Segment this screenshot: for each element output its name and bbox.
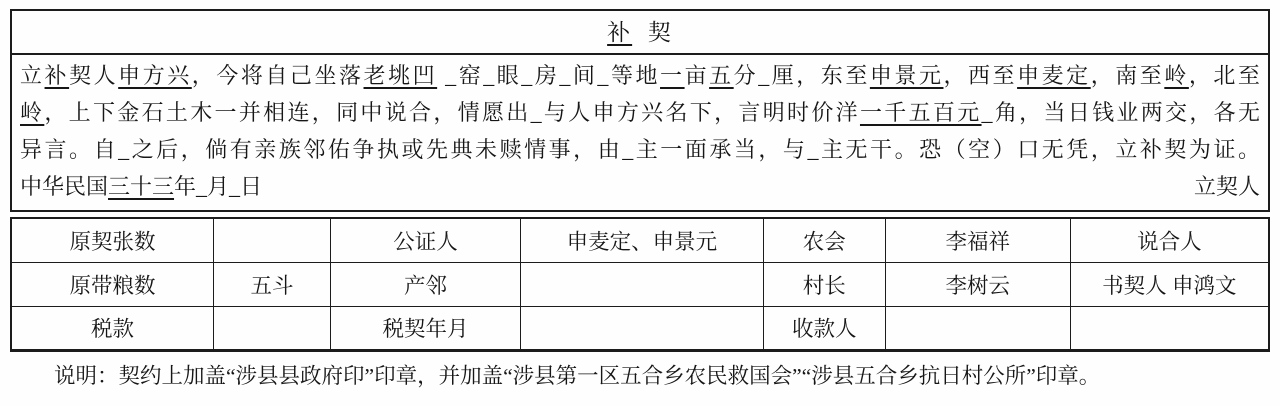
filled-blank-text: 申麦定 [1017,63,1091,88]
text-run: ，北至 [1188,63,1260,88]
filled-blank-text: 补 [607,20,633,45]
table-cell: 农会 [763,218,885,262]
table-cell: 申麦定、申景元 [520,218,763,262]
table-cell: 原带粮数 [11,262,214,306]
table-cell: 原契张数 [11,218,214,262]
table-cell: 收款人 [763,306,885,350]
deed-date-line [20,168,1260,205]
table-cell: 税契年月 [331,306,521,350]
table-cell: 李福祥 [885,218,1070,262]
deed-info-table [10,217,1270,352]
table-cell: 产邻 [331,262,521,306]
text-run: 契人 [69,63,119,88]
table-row-1 [11,218,1269,262]
filled-blank-text: 岭 [20,100,45,125]
deed-title [12,11,1268,55]
deed-line-2 [20,94,1260,131]
deed-box [10,9,1270,212]
table-cell-empty [214,218,331,262]
deed-body-text [12,55,1268,210]
table-cell: 公证人 [331,218,521,262]
filled-blank-text: 三十三 [108,174,175,199]
deed-line-1 [20,57,1260,94]
filled-blank-text: 一千五百元 [859,100,982,125]
table-cell-empty [520,262,763,306]
text-run: 年_月_日 [174,174,263,199]
deed-date [20,168,262,205]
table-cell: 税款 [11,306,214,350]
text-run: ，上下金石土木一并相连，同中说合，情愿出_与人申方兴名下，言明时价洋 [44,100,860,125]
table-row-3 [11,306,1269,350]
text-run: 立 [20,63,45,88]
text-run: ，今将自己坐落 [191,63,364,88]
table-cell: 村长 [763,262,885,306]
table-row-2 [11,262,1269,306]
text-run: 契 [640,20,673,45]
table-cell: 说合人 [1070,218,1269,262]
table-cell-empty [214,306,331,350]
text-run: 中华民国 [20,174,109,199]
text-run: _窑_眼_房_间_等地 [437,63,661,88]
deed-line-3 [20,131,1260,168]
table-cell: 五斗 [214,262,331,306]
filled-blank-text: 申方兴 [118,63,192,88]
filled-blank-text: 补 [44,63,70,88]
table-cell: 书契人 申鸿文 [1070,262,1269,306]
text-run: _角，当日钱业两交，各无 [981,100,1260,125]
text-run: 亩 [684,63,710,88]
text-run: 异言。自_之后，倘有亲族邻佑争执或先典未赎情事，由_主一面承当，与_主无干。恐（空）口无凭，立补契为证。 [20,137,1260,162]
table-cell: 李树云 [885,262,1070,306]
table-cell-empty [520,306,763,350]
filled-blank-text: 五 [709,63,734,88]
text-run: ，西至 [943,63,1018,88]
table-cell-empty [885,306,1070,350]
signer-label: 立契人 [1193,174,1260,199]
text-run: 分_厘，东至 [733,63,870,88]
table-cell-empty [1070,306,1269,350]
note-text: 说明：契约上加盖“涉县县政府印”印章，并加盖“涉县第一区五合乡农民救国会”“涉县五合乡抗日村公所”印章。 [54,363,1101,388]
filled-blank-text: 岭 [1164,63,1189,88]
text-run: ，南至 [1090,63,1165,88]
filled-blank-text: 申景元 [869,63,944,88]
filled-blank-text: 老垗凹 [363,63,438,88]
filled-blank-text: 一 [660,63,685,88]
deed-lines [20,57,1260,168]
